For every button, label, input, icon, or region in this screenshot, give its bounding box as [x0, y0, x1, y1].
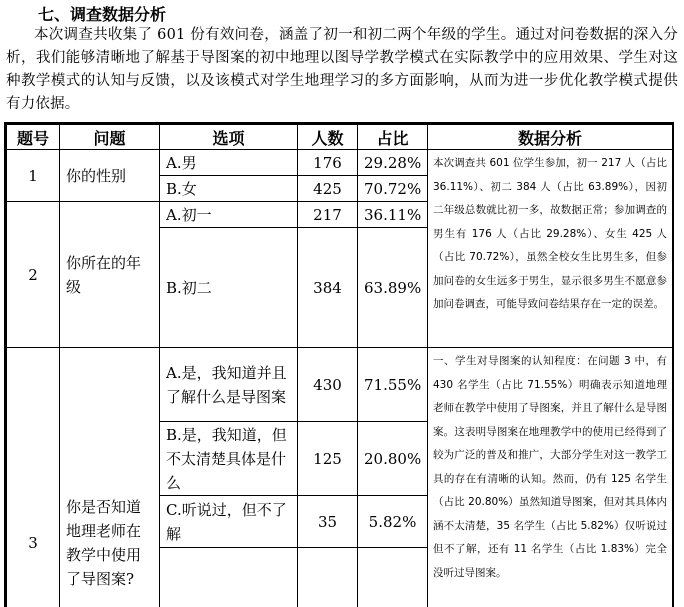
q1-count-a: 176	[298, 150, 358, 176]
q3-pct-b: 20.80%	[358, 422, 428, 496]
header-percent: 占比	[358, 125, 428, 150]
q1-pct-a: 29.28%	[358, 150, 428, 176]
q2-pct-a: 36.11%	[358, 202, 428, 228]
q2-count-a: 217	[298, 202, 358, 228]
q3-option-d	[160, 548, 298, 607]
q1-count-b: 425	[298, 176, 358, 202]
q2-count-b: 384	[298, 228, 358, 348]
q3-option-b: B.是，我知道，但不太清楚具体是什么	[160, 422, 298, 496]
q1-no: 1	[7, 150, 60, 202]
q3-question: 你是否知道地理老师在教学中使用了导图案?	[60, 348, 160, 607]
header-question: 问题	[60, 125, 160, 150]
q1-option-a: A.男	[160, 150, 298, 176]
q3-option-c: C.听说过，但不了解	[160, 496, 298, 548]
q3-no: 3	[7, 348, 60, 607]
survey-table	[6, 124, 673, 607]
header-count: 人数	[298, 125, 358, 150]
q2-no: 2	[7, 202, 60, 348]
q1-pct-b: 70.72%	[358, 176, 428, 202]
analysis-q3: 一、学生对导图案的认知程度：在问题 3 中，有 430 名学生（占比 71.55%）明确表示知道地理老师在教学中使用了导图案，并且了解什么是导图案。这表明导图案在地理教学中的使用已经得到了较为广泛的普及和推广，大部分学生对这一教学工具的存在有清晰的认知。然而，仍有 125 名学生（占比 20.80%）虽然知道导图案，但对其具体内涵不太清楚，35 名学生（占比 5.82%）仅听说过但不了解，还有 11 名学生（占比 1.83%）完全没听过导图案。	[428, 348, 673, 607]
section-title: 七、调查数据分析	[38, 5, 167, 24]
header-option: 选项	[160, 125, 298, 150]
header-analysis: 数据分析	[428, 125, 673, 150]
q3-count-b: 125	[298, 422, 358, 496]
table-row	[7, 348, 673, 422]
intro-paragraph: 本次调查共收集了 601 份有效问卷，涵盖了初一和初二两个年级的学生。通过对问卷数据的深入分析，我们能够清晰地了解基于导图案的初中地理以图导学教学模式在实际教学中的应用效果、学生对这种教学模式的认知与反馈，以及该模式对学生地理学习的多方面影响，从而为进一步优化教学模式提供有力依据。	[6, 27, 678, 112]
q3-option-a: A.是，我知道并且了解什么是导图案	[160, 348, 298, 422]
q1-option-b: B.女	[160, 176, 298, 202]
q3-count-c: 35	[298, 496, 358, 548]
analysis-q1-q2: 本次调查共 601 位学生参加，初一 217 人（占比 36.11%）、初二 384 人（占比 63.89%），因初二年级总数就比初一多，故数据正常；参加调查的男生有 176 人（占比 29.28%）、女生 425 人（占比 70.72%），虽然全校女生比男生多，但参加问卷的女生远多于男生，显示很多男生不愿意参加问卷调查，可能导致问卷结果存在一定的误差。	[428, 150, 673, 348]
q3-pct-a: 71.55%	[358, 348, 428, 422]
q3-count-a: 430	[298, 348, 358, 422]
q2-pct-b: 63.89%	[358, 228, 428, 348]
q2-option-a: A.初一	[160, 202, 298, 228]
table-header-row	[7, 125, 673, 150]
q2-option-b: B.初二	[160, 228, 298, 348]
q3-pct-d	[358, 548, 428, 607]
q1-question: 你的性别	[60, 150, 160, 202]
q3-count-d	[298, 548, 358, 607]
q2-question: 你所在的年级	[60, 202, 160, 348]
header-no: 题号	[7, 125, 60, 150]
q3-pct-c: 5.82%	[358, 496, 428, 548]
table-row	[7, 150, 673, 176]
